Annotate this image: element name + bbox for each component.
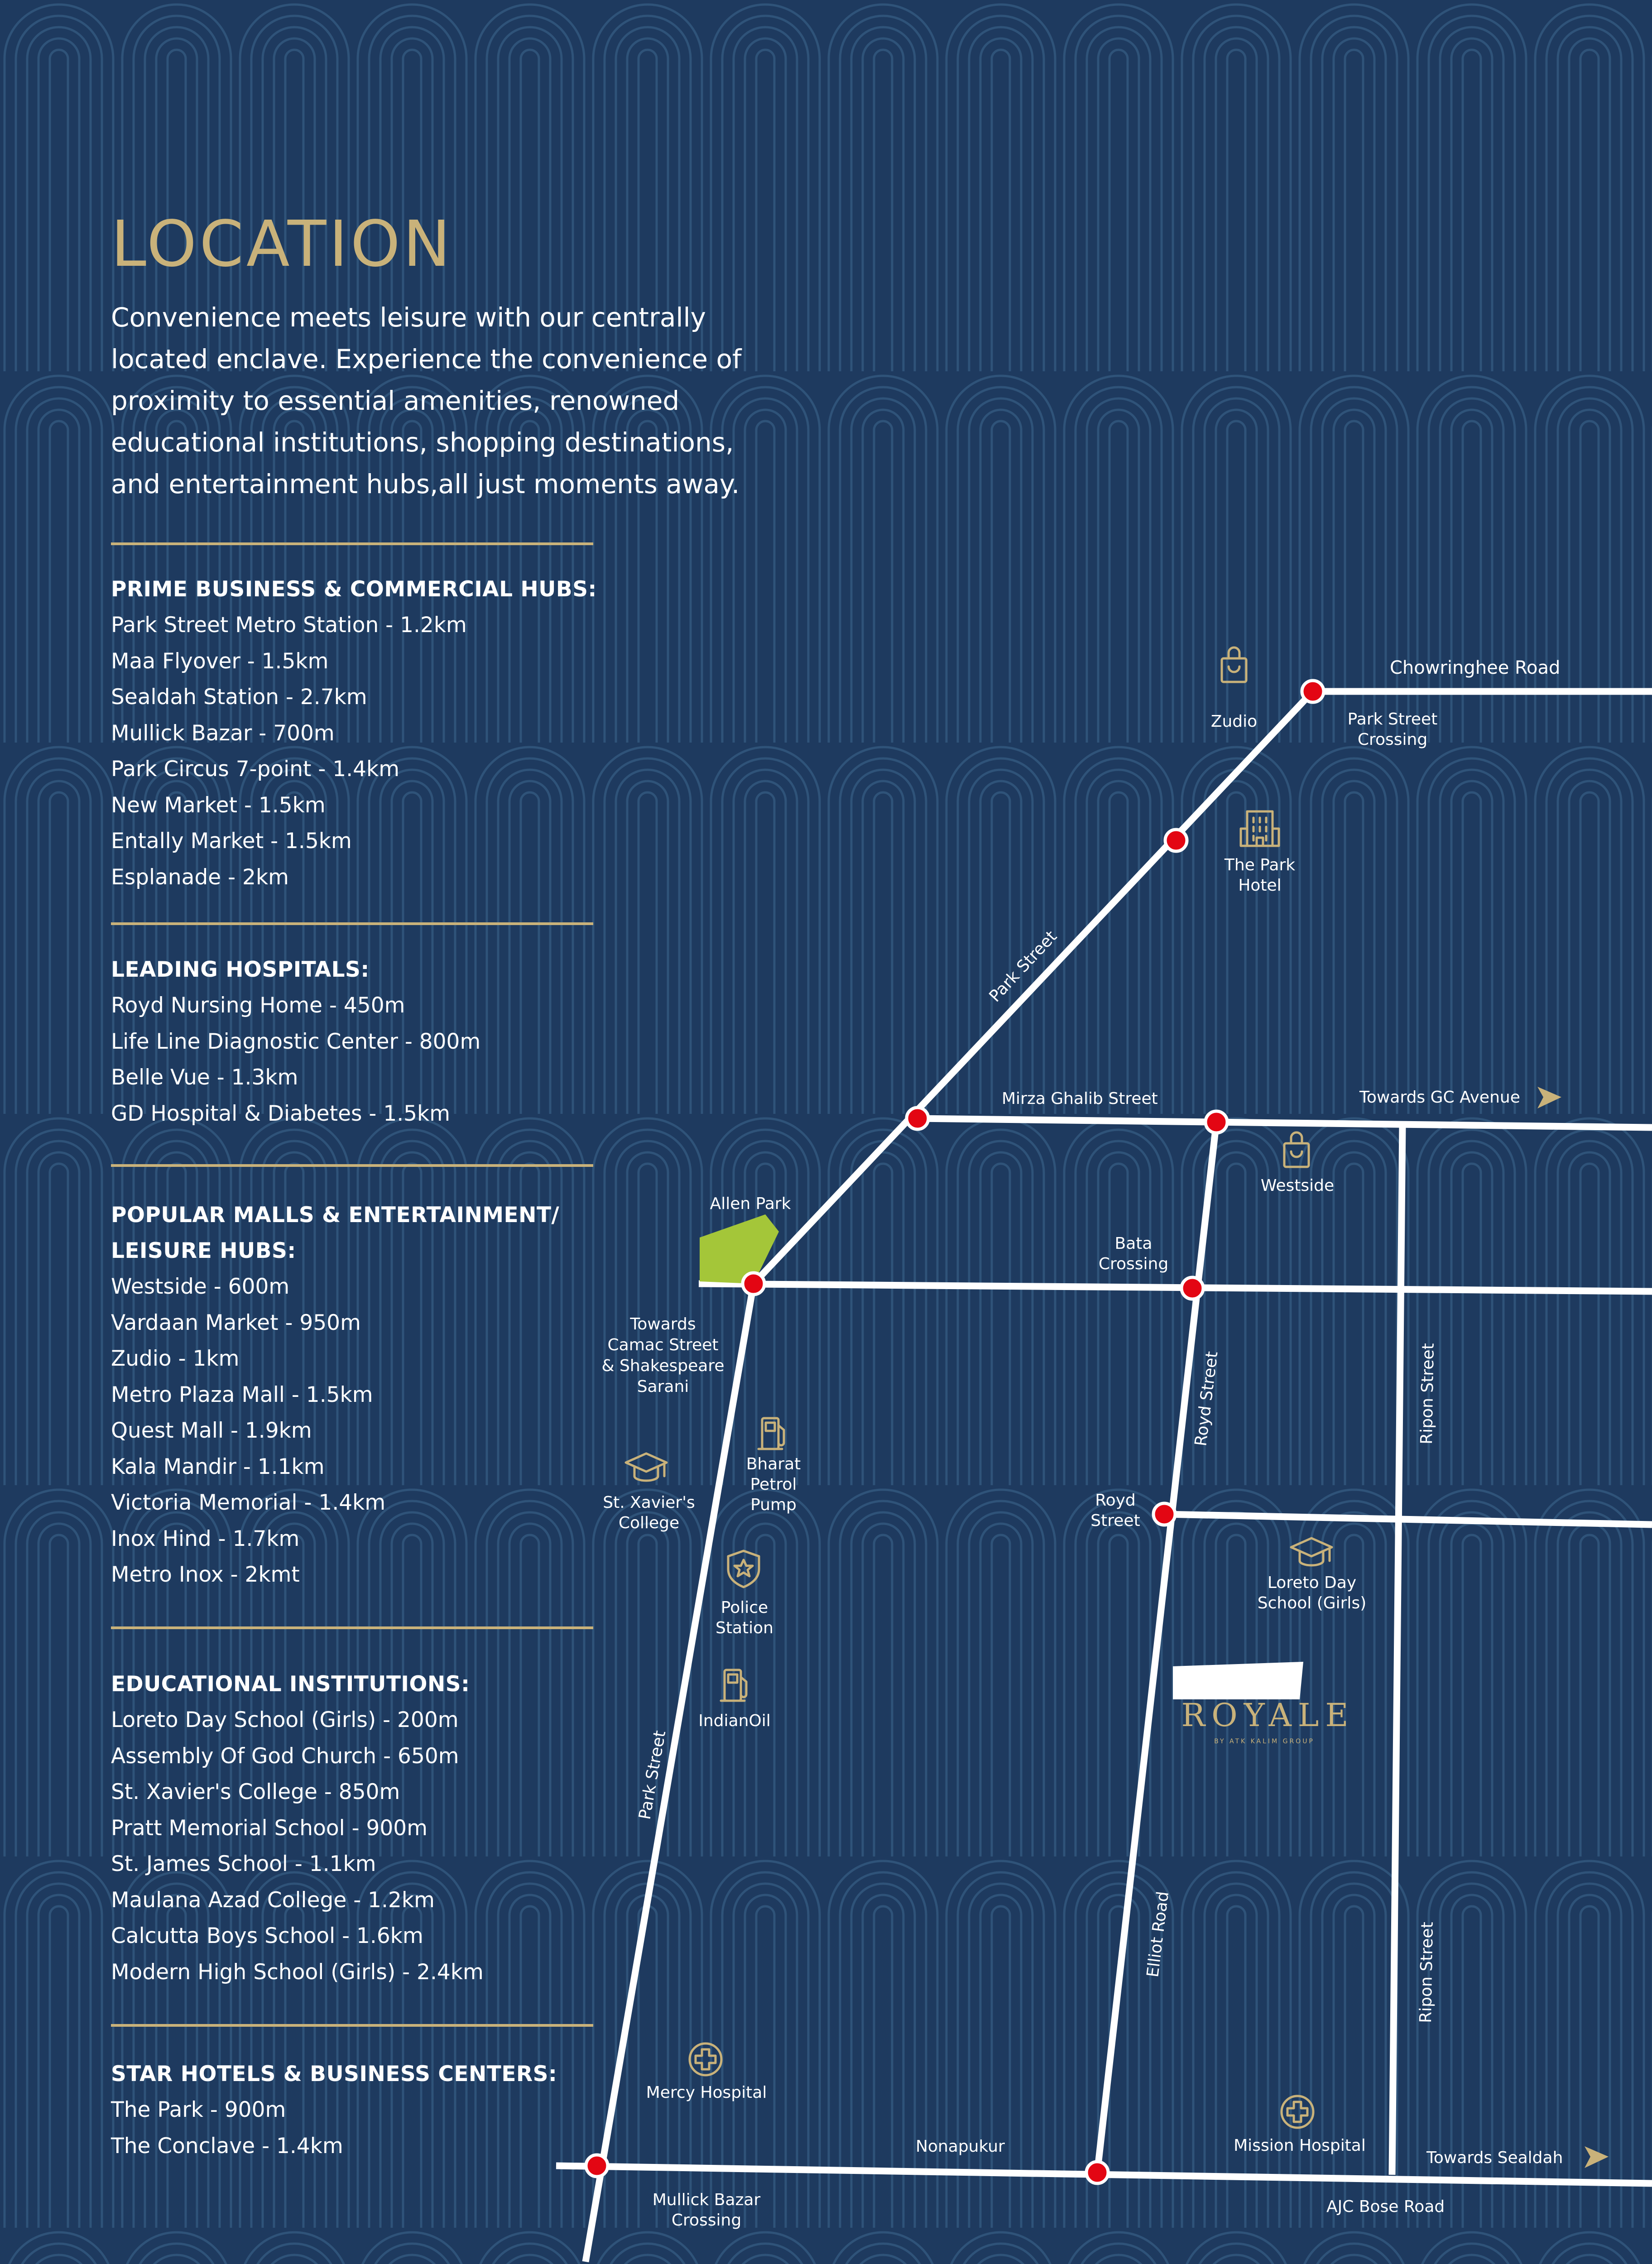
graduation-cap-icon xyxy=(1291,1538,1332,1565)
label-line: Towards xyxy=(630,1315,696,1333)
list-item: Assembly Of God Church - 650m xyxy=(111,1743,459,1769)
road-mirza-ghalib xyxy=(917,1118,1652,1127)
shopping-bag-icon xyxy=(1284,1132,1309,1167)
junction-mirza-ghalib xyxy=(907,1108,928,1129)
label-mercy-hospital: Mercy Hospital xyxy=(646,2083,767,2102)
label-bharat-petrol: Petrol xyxy=(750,1475,797,1494)
list-item: The Park - 900m xyxy=(111,2097,286,2122)
junction-nonapukur xyxy=(1086,2162,1108,2183)
road-royd-street xyxy=(1164,1514,1652,1525)
list-item: Calcutta Boys School - 1.6km xyxy=(111,1923,423,1948)
label-mullick-bazar: Mullick Bazar xyxy=(652,2191,761,2209)
label-ajc-bose: AJC Bose Road xyxy=(1326,2197,1445,2216)
label-towards-sealdah: Towards Sealdah xyxy=(1426,2149,1563,2167)
label-park-street-upper: Park Street xyxy=(985,927,1061,1006)
page-title: LOCATION xyxy=(111,207,453,281)
royale-logo-name: ROYALE xyxy=(1181,1697,1355,1734)
label-mission-hospital: Mission Hospital xyxy=(1234,2136,1366,2155)
section-title: EDUCATIONAL INSTITUTIONS: xyxy=(111,1672,470,1697)
junction-park-street-crossing xyxy=(1302,681,1324,702)
junction-mullick-bazar xyxy=(586,2155,608,2177)
arrow-icon xyxy=(1537,1087,1561,1108)
label-elliot-road: Elliot Road xyxy=(1143,1890,1173,1979)
label-indianoil: IndianOil xyxy=(698,1712,771,1730)
police-badge-icon xyxy=(728,1551,759,1587)
junction-park-hotel xyxy=(1165,830,1187,851)
label-park-hotel: Hotel xyxy=(1238,876,1282,895)
junction-bata-crossing xyxy=(1181,1277,1203,1299)
section-title-line-1: POPULAR MALLS & ENTERTAINMENT/ xyxy=(111,1203,560,1228)
list-item: Modern High School (Girls) - 2.4km xyxy=(111,1959,484,1985)
label-line: & Shakespeare xyxy=(601,1357,725,1375)
list-item: St. James School - 1.1km xyxy=(111,1851,376,1876)
roads xyxy=(556,691,1652,2262)
road-labels xyxy=(635,657,1560,2216)
junction-royd-street xyxy=(1153,1503,1175,1525)
list-item: Royd Nursing Home - 450m xyxy=(111,993,405,1018)
label-nonapukur: Nonapukur xyxy=(916,2137,1005,2156)
label-loreto: Loreto Day xyxy=(1267,1573,1357,1592)
label-line: Camac Street xyxy=(607,1336,719,1354)
label-police-station: Police xyxy=(720,1598,768,1617)
list-item: Quest Mall - 1.9km xyxy=(111,1418,312,1443)
shopping-bag-icon xyxy=(1222,648,1246,682)
place-labels xyxy=(603,712,1366,2155)
hospital-cross-icon xyxy=(1282,2096,1313,2128)
label-bharat-petrol: Bharat xyxy=(746,1455,801,1473)
fuel-pump-icon xyxy=(759,1418,784,1449)
road-bata-crossing xyxy=(699,1284,1652,1291)
label-bharat-petrol: Pump xyxy=(750,1496,797,1514)
list-item: Sealdah Station - 2.7km xyxy=(111,685,367,710)
label-bata-crossing: Crossing xyxy=(1098,1255,1169,1273)
building-icon xyxy=(1241,811,1279,846)
label-st-xaviers: St. Xavier's xyxy=(603,1493,695,1512)
list-item: New Market - 1.5km xyxy=(111,792,326,818)
hospital-cross-icon xyxy=(690,2043,721,2075)
intro-paragraph: Convenience meets leisure with our centrally located enclave. Experience the convenience of proximity to essential amenities, renowned educational institutions, shopping destinations, and entertainment hubs,all just moments away. xyxy=(111,302,742,499)
label-st-xaviers: College xyxy=(618,1514,680,1532)
list-item: Victoria Memorial - 1.4km xyxy=(111,1490,386,1515)
list-item: Inox Hind - 1.7km xyxy=(111,1526,300,1551)
label-park-street-crossing: Park Street xyxy=(1347,710,1438,729)
list-item: Zudio - 1km xyxy=(111,1346,240,1371)
fuel-pump-icon xyxy=(721,1670,746,1701)
section-title: LEADING HOSPITALS: xyxy=(111,957,370,982)
list-item: Belle Vue - 1.3km xyxy=(111,1065,298,1090)
list-item: Kala Mandir - 1.1km xyxy=(111,1454,325,1479)
label-westside: Westside xyxy=(1260,1176,1335,1195)
section-title: PRIME BUSINESS & COMMERCIAL HUBS: xyxy=(111,577,597,602)
label-royd-street: Royd Street xyxy=(1191,1350,1222,1448)
junction-allen-park xyxy=(743,1273,764,1295)
list-item: Westside - 600m xyxy=(111,1274,290,1299)
label-line: Sarani xyxy=(637,1377,689,1396)
list-item: Maa Flyover - 1.5km xyxy=(111,648,329,674)
list-item: Mullick Bazar - 700m xyxy=(111,720,335,746)
label-park-street-lower: Park Street xyxy=(635,1729,670,1821)
list-item: Vardaan Market - 950m xyxy=(111,1310,361,1335)
label-park-hotel: The Park xyxy=(1224,856,1296,874)
label-towards-gc-avenue: Towards GC Avenue xyxy=(1359,1088,1520,1107)
junction-markers xyxy=(586,681,1324,2183)
label-bata-crossing: Bata xyxy=(1114,1234,1153,1253)
road-park-street-lower xyxy=(586,1284,754,2262)
list-item: The Conclave - 1.4km xyxy=(111,2133,343,2158)
list-item: Maulana Azad College - 1.2km xyxy=(111,1887,435,1913)
label-chowringhee: Chowringhee Road xyxy=(1390,657,1561,678)
label-ripon-street-upper: Ripon Street xyxy=(1417,1343,1438,1445)
list-item: Metro Plaza Mall - 1.5km xyxy=(111,1382,373,1407)
label-ripon-street-lower: Ripon Street xyxy=(1417,1921,1437,2024)
royale-logo xyxy=(1173,1662,1355,1745)
label-mullick-bazar: Crossing xyxy=(671,2211,742,2230)
road-ripon-street xyxy=(1392,1124,1402,2175)
section-title-line-2: LEISURE HUBS: xyxy=(111,1238,296,1263)
list-item: Park Street Metro Station - 1.2km xyxy=(111,613,467,638)
list-item: St. Xavier's College - 850m xyxy=(111,1780,400,1804)
road-park-street-upper xyxy=(754,691,1313,1284)
list-item: Entally Market - 1.5km xyxy=(111,829,352,854)
list-item: Metro Inox - 2kmt xyxy=(111,1562,300,1587)
junction-westside xyxy=(1205,1111,1227,1133)
label-royd-street-junction: Street xyxy=(1090,1511,1140,1530)
label-police-station: Station xyxy=(716,1619,773,1637)
label-towards-camac xyxy=(602,1315,725,1396)
label-loreto: School (Girls) xyxy=(1257,1594,1367,1612)
section-title: STAR HOTELS & BUSINESS CENTERS: xyxy=(111,2062,557,2087)
label-allen-park: Allen Park xyxy=(710,1194,791,1213)
list-item: Esplanade - 2km xyxy=(111,864,289,890)
label-park-street-crossing: Crossing xyxy=(1357,730,1428,749)
label-royd-street-junction: Royd xyxy=(1095,1491,1136,1510)
arrow-icon xyxy=(1585,2146,1609,2168)
label-zudio: Zudio xyxy=(1210,712,1258,731)
list-item: Life Line Diagnostic Center - 800m xyxy=(111,1029,481,1054)
label-mirza-ghalib: Mirza Ghalib Street xyxy=(1002,1089,1158,1108)
royale-logo-mark xyxy=(1173,1662,1303,1699)
graduation-cap-icon xyxy=(626,1453,667,1481)
list-item: Loreto Day School (Girls) - 200m xyxy=(111,1708,459,1732)
list-item: Pratt Memorial School - 900m xyxy=(111,1815,427,1841)
list-item: Park Circus 7-point - 1.4km xyxy=(111,757,400,782)
royale-logo-tagline: BY ATK KALIM GROUP xyxy=(1214,1738,1315,1745)
list-item: GD Hospital & Diabetes - 1.5km xyxy=(111,1101,451,1126)
